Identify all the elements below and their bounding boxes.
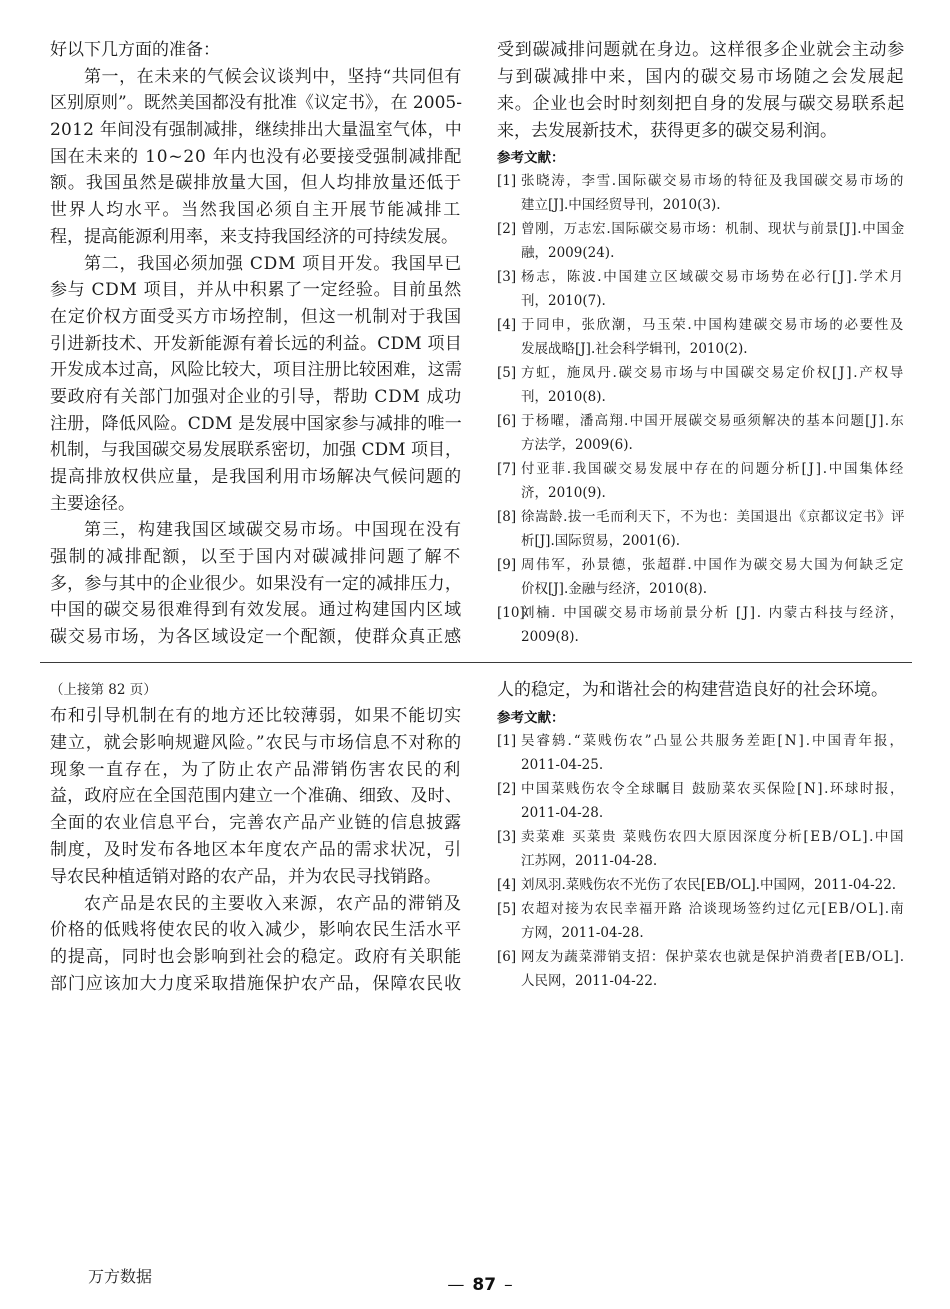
text-line — [521, 945, 905, 969]
text-line — [50, 251, 462, 278]
reference-item — [497, 777, 905, 825]
text-line — [521, 729, 905, 753]
text-line — [521, 873, 905, 897]
text-line-content: 提高排放权供应量，是我国利用市场解决气候问题的 — [50, 467, 462, 487]
text-line — [497, 677, 905, 704]
text-line — [50, 783, 462, 810]
reference-item — [497, 729, 905, 777]
text-line-content: 方网，2011-04-28. — [521, 925, 644, 941]
text-line-content: 要政府有关部门加强对企业的引导，帮助 CDM 成功 — [50, 386, 462, 407]
text-line — [521, 505, 905, 529]
references-heading: 参考文献： — [497, 710, 565, 726]
text-line-content: 中国的碳交易很难得到有效发展。通过构建国内区域 — [50, 600, 462, 621]
page-number-dash: — — [447, 1275, 465, 1295]
text-line-content: 于杨曜，潘高翔.中国开展碳交易亟须解决的基本问题[J].东 — [521, 413, 905, 429]
text-line-content: 在定价权方面受买方市场控制，但这一机制对于我国 — [50, 306, 462, 327]
text-line — [50, 864, 462, 891]
reference-item — [497, 945, 905, 993]
text-line-content: 价权[J].金融与经济，2010(8). — [521, 581, 708, 597]
page-number-value: 87 — [472, 1275, 497, 1295]
text-line — [50, 277, 462, 304]
reference-number: [5] — [497, 365, 517, 381]
reference-item — [497, 873, 905, 897]
text-line-content: 多，参与其中的企业很少。如果没有一定的减排压力， — [50, 573, 462, 594]
reference-item — [497, 553, 905, 601]
text-line — [50, 331, 462, 358]
reference-item — [497, 265, 905, 313]
reference-number: [3] — [497, 829, 517, 845]
reference-number: [9] — [497, 557, 517, 573]
text-line — [497, 118, 905, 145]
text-line-content: 付亚菲.我国碳交易发展中存在的问题分析[J].中国集体经 — [521, 461, 905, 477]
text-line-content: 额。我国虽然是碳排放量大国，但人均排放量还低于 — [50, 173, 462, 194]
text-line — [521, 577, 905, 601]
reference-number: [4] — [497, 317, 517, 333]
paragraph — [497, 677, 905, 704]
section-divider — [40, 662, 912, 663]
text-line — [521, 529, 905, 553]
text-line — [50, 703, 462, 730]
text-line — [50, 757, 462, 784]
text-line-content: 网友为蔬菜滞销支招：保护菜农也就是保护消费者[EB/OL]. — [521, 949, 905, 965]
text-line — [50, 411, 462, 438]
text-line-content: 益，政府应在全国范围内建立一个准确、细致、及时、 — [50, 786, 462, 807]
reference-item — [497, 313, 905, 361]
text-line — [50, 357, 462, 384]
text-line — [50, 544, 462, 571]
text-line — [521, 969, 905, 993]
page-number — [430, 1274, 530, 1296]
text-line-content: 中国菜贱伤农令全球瞩目 鼓励菜农买保险[N].环球时报， — [521, 781, 905, 797]
reference-item — [497, 361, 905, 409]
text-line — [50, 971, 462, 998]
reference-number: [1] — [497, 173, 517, 189]
text-line — [521, 385, 905, 409]
text-line — [50, 64, 462, 91]
text-line-content: 第三，构建我国区域碳交易市场。中国现在没有 — [84, 520, 462, 541]
text-line-content: 区别原则”。既然美国都没有批准《议定书》，在 2005- — [50, 93, 462, 114]
text-line — [521, 289, 905, 313]
text-line-content: 强制的减排配额，以至于国内对碳减排问题了解不 — [50, 547, 462, 568]
text-line-content: 2012 年间没有强制减排，继续排出大量温室气体，中 — [50, 120, 462, 141]
text-line-content: 刘凤羽.菜贱伤农不光伤了农民[EB/OL].中国网，2011-04-22. — [521, 877, 897, 893]
text-line-content: 人民网，2011-04-22. — [521, 973, 658, 989]
text-line-content: 2011-04-25. — [521, 757, 604, 773]
text-line — [497, 64, 905, 91]
text-line-content: 主要途径。 — [50, 493, 135, 514]
paragraph — [50, 703, 462, 891]
text-line-content: 融，2009(24). — [521, 245, 615, 261]
text-line — [50, 197, 462, 224]
text-line — [50, 90, 462, 117]
text-line — [521, 265, 905, 289]
reference-item — [497, 601, 905, 649]
reference-item — [497, 409, 905, 457]
text-line-content: 全面的农业信息平台，完善农产品产业链的信息披露 — [50, 813, 462, 834]
text-line-content: 卖菜难 买菜贵 菜贱伤农四大原因深度分析[EB/OL].中国 — [521, 829, 905, 845]
references-list — [497, 169, 905, 649]
text-line — [521, 553, 905, 577]
text-line-content: 引进新技术、开发新能源有着长远的利益。CDM 项目 — [50, 333, 462, 354]
text-line — [521, 481, 905, 505]
text-line — [521, 801, 905, 825]
text-line-content: 第二，我国必须加强 CDM 项目开发。我国早已 — [84, 253, 462, 274]
reference-number: [8] — [497, 509, 517, 525]
text-line-content: 方虹，施凤丹.碳交易市场与中国碳交易定价权[J].产权导 — [521, 365, 905, 381]
text-line-content: 参与 CDM 项目，并从中积累了一定经验。目前虽然 — [50, 280, 462, 301]
text-line-content: 制度，及时发布各地区本年度农产品的需求状况，引 — [50, 839, 462, 860]
text-line-content: 杨志，陈波.中国建立区域碳交易市场势在必行[J].学术月 — [521, 269, 905, 285]
text-line-content: 现象一直存在，为了防止农产品滞销伤害农民的利 — [50, 759, 462, 780]
reference-number: [5] — [497, 901, 517, 917]
text-line — [521, 169, 905, 193]
text-line-content: 徐嵩龄.拔一毛而利天下，不为也：美国退出《京都议定书》评 — [521, 509, 905, 525]
text-line-content: 部门应该加大力度采取措施保护农产品，保障农民收 — [50, 973, 462, 994]
text-line-content: 发展战略[J].社会科学辑刊，2010(2). — [521, 341, 748, 357]
reference-item — [497, 825, 905, 873]
reference-number: [6] — [497, 949, 517, 965]
text-line — [50, 917, 462, 944]
text-line — [521, 457, 905, 481]
text-line — [521, 825, 905, 849]
reference-item — [497, 457, 905, 505]
text-line — [521, 625, 905, 649]
text-line-content: 国在未来的 10~20 年内也没有必要接受强制减排配 — [50, 146, 462, 167]
text-line — [521, 849, 905, 873]
text-line-content: 好以下几方面的准备： — [50, 40, 220, 60]
text-line-content: 受到碳减排问题就在身边。这样很多企业就会主动参 — [497, 40, 905, 60]
text-line-content: 方法学，2009(6). — [521, 437, 633, 453]
text-line — [50, 517, 462, 544]
reference-item — [497, 217, 905, 265]
text-line-content: 价格的低贱将使农民的收入减少，影响农民生活水平 — [50, 920, 462, 941]
text-line-content: 吴睿鸫.“菜贱伤农”凸显公共服务差距[N].中国青年报， — [521, 733, 905, 749]
text-line — [521, 241, 905, 265]
text-line-content: 张晓涛，李雪.国际碳交易市场的特征及我国碳交易市场的 — [521, 173, 905, 189]
text-line — [497, 91, 905, 118]
text-line-content: 农超对接为农民幸福开路 洽谈现场签约过亿元[EB/OL].南 — [521, 901, 905, 917]
top-left-column — [50, 37, 462, 651]
text-line-content: 2009(8). — [521, 629, 579, 645]
text-line — [50, 491, 462, 518]
text-line — [50, 571, 462, 598]
text-line-content: 建立，就会影响规避风险。”农民与市场信息不对称的 — [50, 732, 462, 753]
text-line — [50, 437, 462, 464]
text-line — [50, 304, 462, 331]
text-line — [50, 224, 462, 251]
text-line — [50, 944, 462, 971]
paragraph — [50, 37, 462, 64]
text-line-content: 人的稳定，为和谐社会的构建营造良好的社会环境。 — [497, 680, 888, 700]
reference-number: [7] — [497, 461, 517, 477]
text-line — [521, 601, 905, 625]
paragraph — [497, 37, 905, 145]
paragraph — [50, 64, 462, 251]
text-line — [50, 37, 462, 64]
bottom-left-column — [50, 703, 462, 998]
top-right-column-text — [497, 37, 905, 145]
bottom-right-column-text — [497, 677, 905, 704]
reference-number: [2] — [497, 781, 517, 797]
text-line — [50, 144, 462, 171]
text-line — [50, 464, 462, 491]
text-line — [497, 37, 905, 64]
text-line-content: 江苏网，2011-04-28. — [521, 853, 658, 869]
text-line — [50, 384, 462, 411]
text-line-content: 导农民种植适销对路的农产品，并为农民寻找销路。 — [50, 866, 441, 887]
paragraph — [50, 891, 462, 998]
text-line-content: 周伟军，孙景德，张超群.中国作为碳交易大国为何缺乏定 — [521, 557, 905, 573]
text-line-content: 与到碳减排中来，国内的碳交易市场随之会发展起 — [497, 67, 905, 87]
text-line-content: 来。企业也会时时刻刻把自身的发展与碳交易联系起 — [497, 94, 905, 114]
text-line-content: 开发成本过高，风险比较大，项目注册比较困难，这需 — [50, 360, 462, 381]
text-line-content: 程，提高能源利用率，来支持我国经济的可持续发展。 — [50, 226, 458, 247]
text-line-content: 来，去发展新技术，获得更多的碳交易利润。 — [497, 121, 837, 141]
continued-from-note: （上接第 82 页） — [50, 682, 157, 698]
text-line-content: 第一，在未来的气候会议谈判中，坚持“共同但有 — [84, 66, 462, 87]
text-line-content: 刘楠. 中国碳交易市场前景分析 [J]. 内蒙古科技与经济， — [521, 605, 905, 621]
references-heading: 参考文献： — [497, 150, 565, 166]
page-number-dash: – — [504, 1275, 513, 1295]
text-line-content: 于同申，张欣潮，马玉荣.中国构建碳交易市场的必要性及 — [521, 317, 905, 333]
text-line-content: 注册，降低风险。CDM 是发展中国家参与减排的唯一 — [50, 413, 462, 434]
text-line — [50, 597, 462, 624]
text-line-content: 析[J].国际贸易，2001(6). — [521, 533, 681, 549]
text-line-content: 农产品是农民的主要收入来源，农产品的滞销及 — [84, 893, 462, 914]
text-line — [521, 313, 905, 337]
text-line — [521, 921, 905, 945]
text-line — [50, 837, 462, 864]
text-line-content: 刊，2010(7). — [521, 293, 606, 309]
text-line-content: 曾刚，万志宏.国际碳交易市场：机制、现状与前景[J].中国金 — [521, 221, 905, 237]
reference-number: [2] — [497, 221, 517, 237]
text-line — [521, 897, 905, 921]
text-line-content: 的提高，同时也会影响到社会的稳定。政府有关职能 — [50, 947, 462, 968]
reference-number: [4] — [497, 877, 517, 893]
reference-number: [1] — [497, 733, 517, 749]
text-line — [521, 433, 905, 457]
reference-item — [497, 169, 905, 217]
reference-item — [497, 505, 905, 553]
text-line — [50, 810, 462, 837]
text-line — [521, 753, 905, 777]
text-line-content: 碳交易市场，为各区域设定一个配额，使群众真正感 — [50, 627, 462, 648]
watermark-text: 万方数据 — [88, 1267, 153, 1286]
text-line — [50, 624, 462, 651]
reference-number: [3] — [497, 269, 517, 285]
text-line — [521, 777, 905, 801]
text-line — [50, 891, 462, 918]
text-line-content: 布和引导机制在有的地方还比较薄弱，如果不能切实 — [50, 706, 462, 726]
text-line — [521, 337, 905, 361]
text-line-content: 2011-04-28. — [521, 805, 604, 821]
text-line — [50, 730, 462, 757]
text-line — [521, 217, 905, 241]
text-line — [521, 361, 905, 385]
reference-number: [10] — [497, 605, 525, 621]
text-line-content: 世界人均水平。当然我国必须自主开展节能减排工 — [50, 200, 462, 221]
text-line — [521, 409, 905, 433]
text-line-content: 建立[J].中国经贸导刊，2010(3). — [521, 197, 721, 213]
reference-number: [6] — [497, 413, 517, 429]
text-line-content: 机制，与我国碳交易发展联系密切，加强 CDM 项目， — [50, 440, 462, 461]
reference-item — [497, 897, 905, 945]
text-line-content: 济，2010(9). — [521, 485, 606, 501]
paragraph — [50, 517, 462, 650]
references-list — [497, 729, 905, 993]
paragraph — [50, 251, 462, 518]
text-line — [50, 170, 462, 197]
text-line — [521, 193, 905, 217]
text-line — [50, 117, 462, 144]
text-line-content: 刊，2010(8). — [521, 389, 606, 405]
